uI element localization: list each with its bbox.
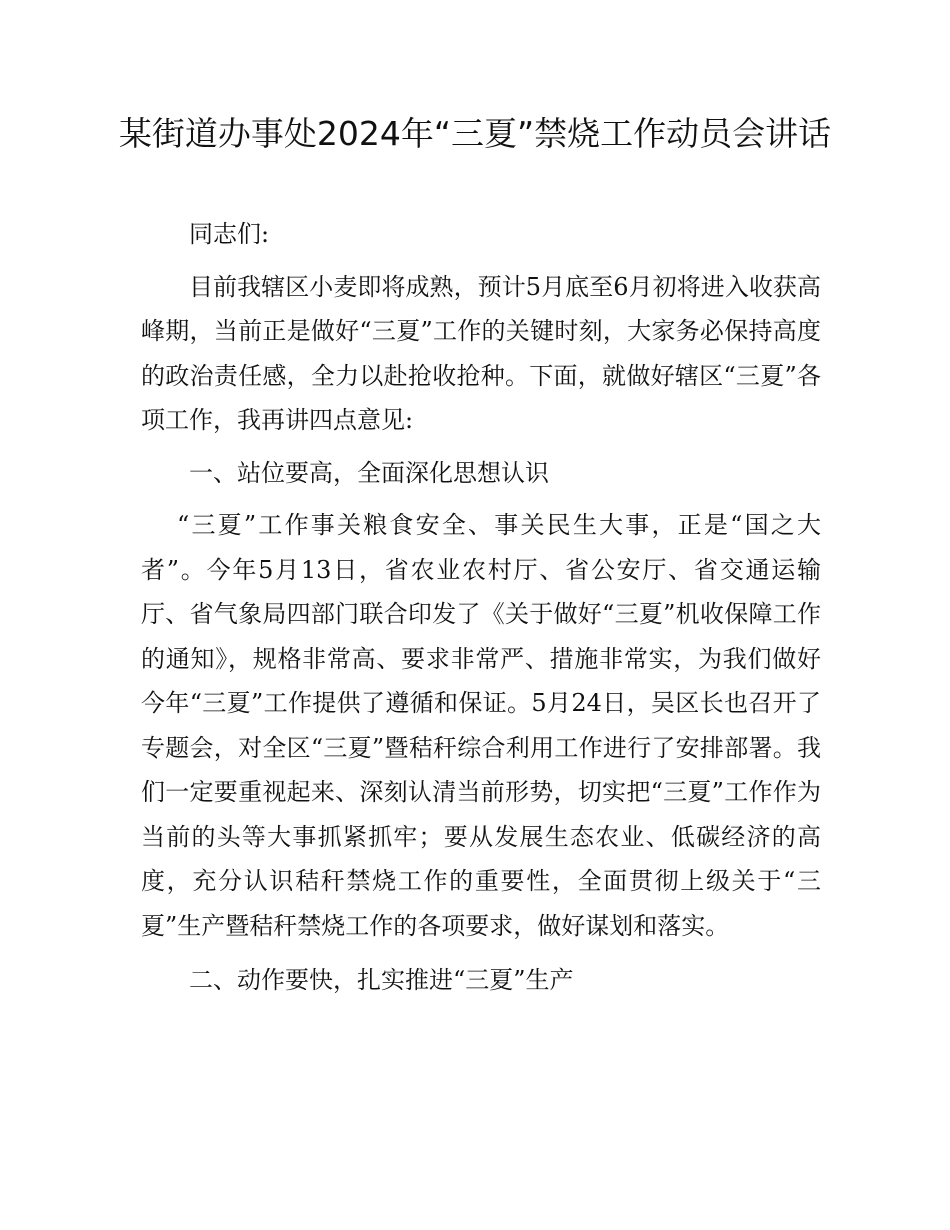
paragraph-intro: 目前我辖区小麦即将成熟，预计5月底至6月初将进入收获高峰期，当前正是做好“三夏”工作的关键时刻，大家务必保持高度的政治责任感，全力以赴抢收抢种。下面，就做好辖区“三夏”各项工作，我再讲四点意见: (141, 272, 821, 434)
paragraph-section-1: “三夏”工作事关粮食安全、事关民生大事，正是“国之大者”。今年5月13日，省农业农村厅、省公安厅、省交通运输厅、省气象局四部门联合印发了《关于做好“三夏”机收保障工作的通知》，规格非常高、要求非常严、措施非常实，为我们做好今年“三夏”工作提供了遵循和保证。5月24日，吴区长也召开了专题会，对全区“三夏”暨秸秆综合利用工作进行了安排部署。我们一定要重视起来、深刻认清当前形势，切实把“三夏”工作作为当前的头等大事抓紧抓牢；要从发展生态农业、低碳经济的高度，充分认识秸秆禁烧工作的重要性，全面贯彻上级关于“三夏”生产暨秸秆禁烧工作的各项要求，做好谋划和落实。 (141, 511, 821, 940)
section-heading-2: 二、动作要快，扎实推进“三夏”生产 (189, 966, 574, 994)
document-title: 某街道办事处2024年“三夏”禁烧工作动员会讲话 (118, 114, 832, 153)
section-heading-1: 一、站位要高，全面深化思想认识 (189, 458, 549, 487)
document-body (141, 212, 821, 1011)
salutation: 同志们: (189, 220, 270, 248)
